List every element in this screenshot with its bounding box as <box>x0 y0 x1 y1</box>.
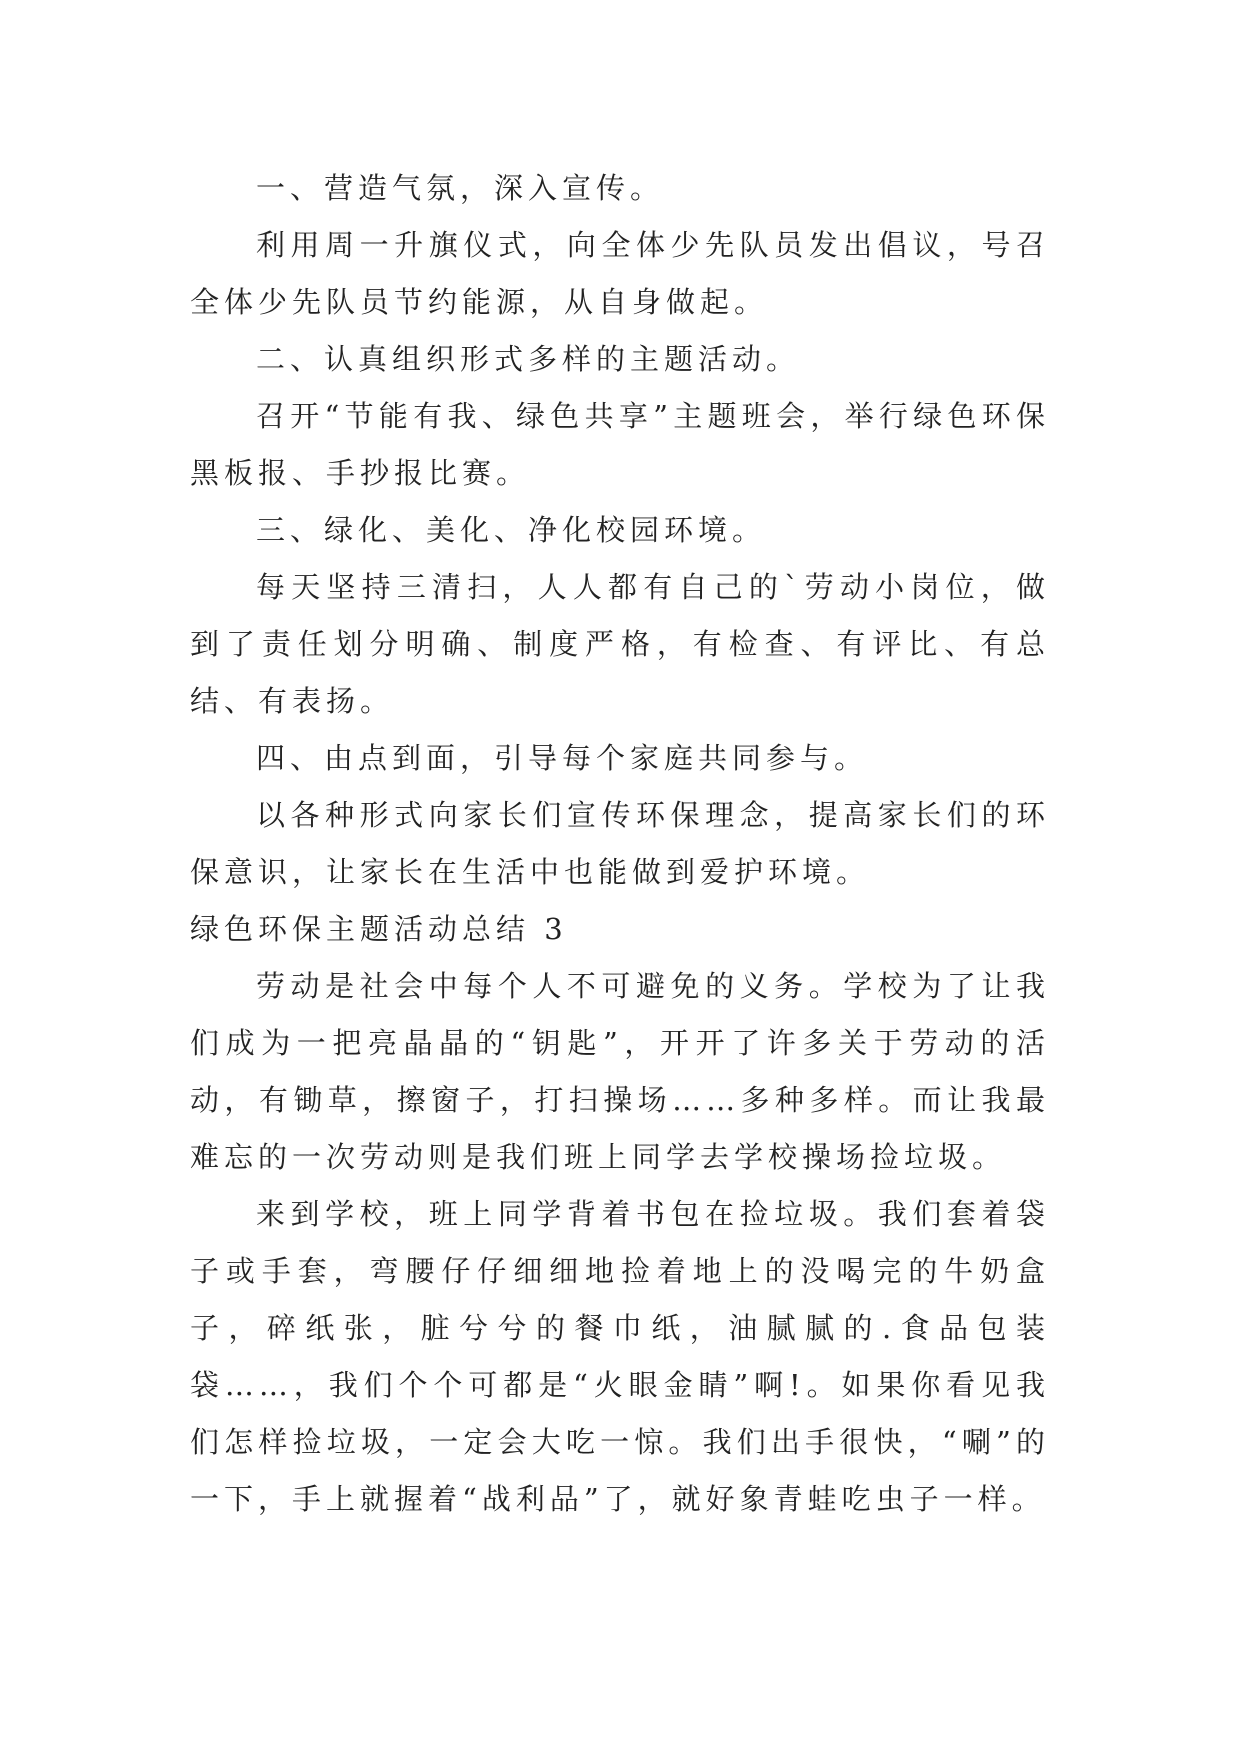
heading-2: 二、认真组织形式多样的主题活动。 <box>256 342 801 376</box>
document-body <box>190 160 1050 1528</box>
heading-1: 一、营造气氛，深入宣传。 <box>256 171 665 205</box>
paragraph: 每天坚持三清扫，人人都有自己的`劳动小岗位，做到了责任划分明确、制度严格，有检查、有评比、有总结、有表扬。 <box>190 570 1050 718</box>
heading-3: 三、绿化、美化、净化校园环境。 <box>256 513 767 547</box>
section-title: 绿色环保主题活动总结 3 <box>190 912 568 946</box>
paragraph: 来到学校，班上同学背着书包在捡垃圾。我们套着袋子或手套，弯腰仔仔细细地捡着地上的没喝完的牛奶盒子，碎纸张，脏兮兮的餐巾纸，油腻腻的.食品包装袋……，我们个个可都是“火眼金睛”啊!。如果你看见我们怎样捡垃圾，一定会大吃一惊。我们出手很快，“唰”的一下，手上就握着“战利品”了，就好象青蛙吃虫子一样。 <box>190 1197 1050 1516</box>
paragraph: 以各种形式向家长们宣传环保理念，提高家长们的环保意识，让家长在生活中也能做到爱护环境。 <box>190 798 1050 889</box>
paragraph: 利用周一升旗仪式，向全体少先队员发出倡议，号召全体少先队员节约能源，从自身做起。 <box>190 228 1050 319</box>
heading-4: 四、由点到面，引导每个家庭共同参与。 <box>256 741 869 775</box>
paragraph: 召开“节能有我、绿色共享”主题班会，举行绿色环保黑板报、手抄报比赛。 <box>190 399 1050 490</box>
paragraph: 劳动是社会中每个人不可避免的义务。学校为了让我们成为一把亮晶晶的“钥匙”，开开了许多关于劳动的活动，有锄草，擦窗子，打扫操场……多种多样。而让我最难忘的一次劳动则是我们班上同学去学校操场捡垃圾。 <box>190 969 1050 1174</box>
